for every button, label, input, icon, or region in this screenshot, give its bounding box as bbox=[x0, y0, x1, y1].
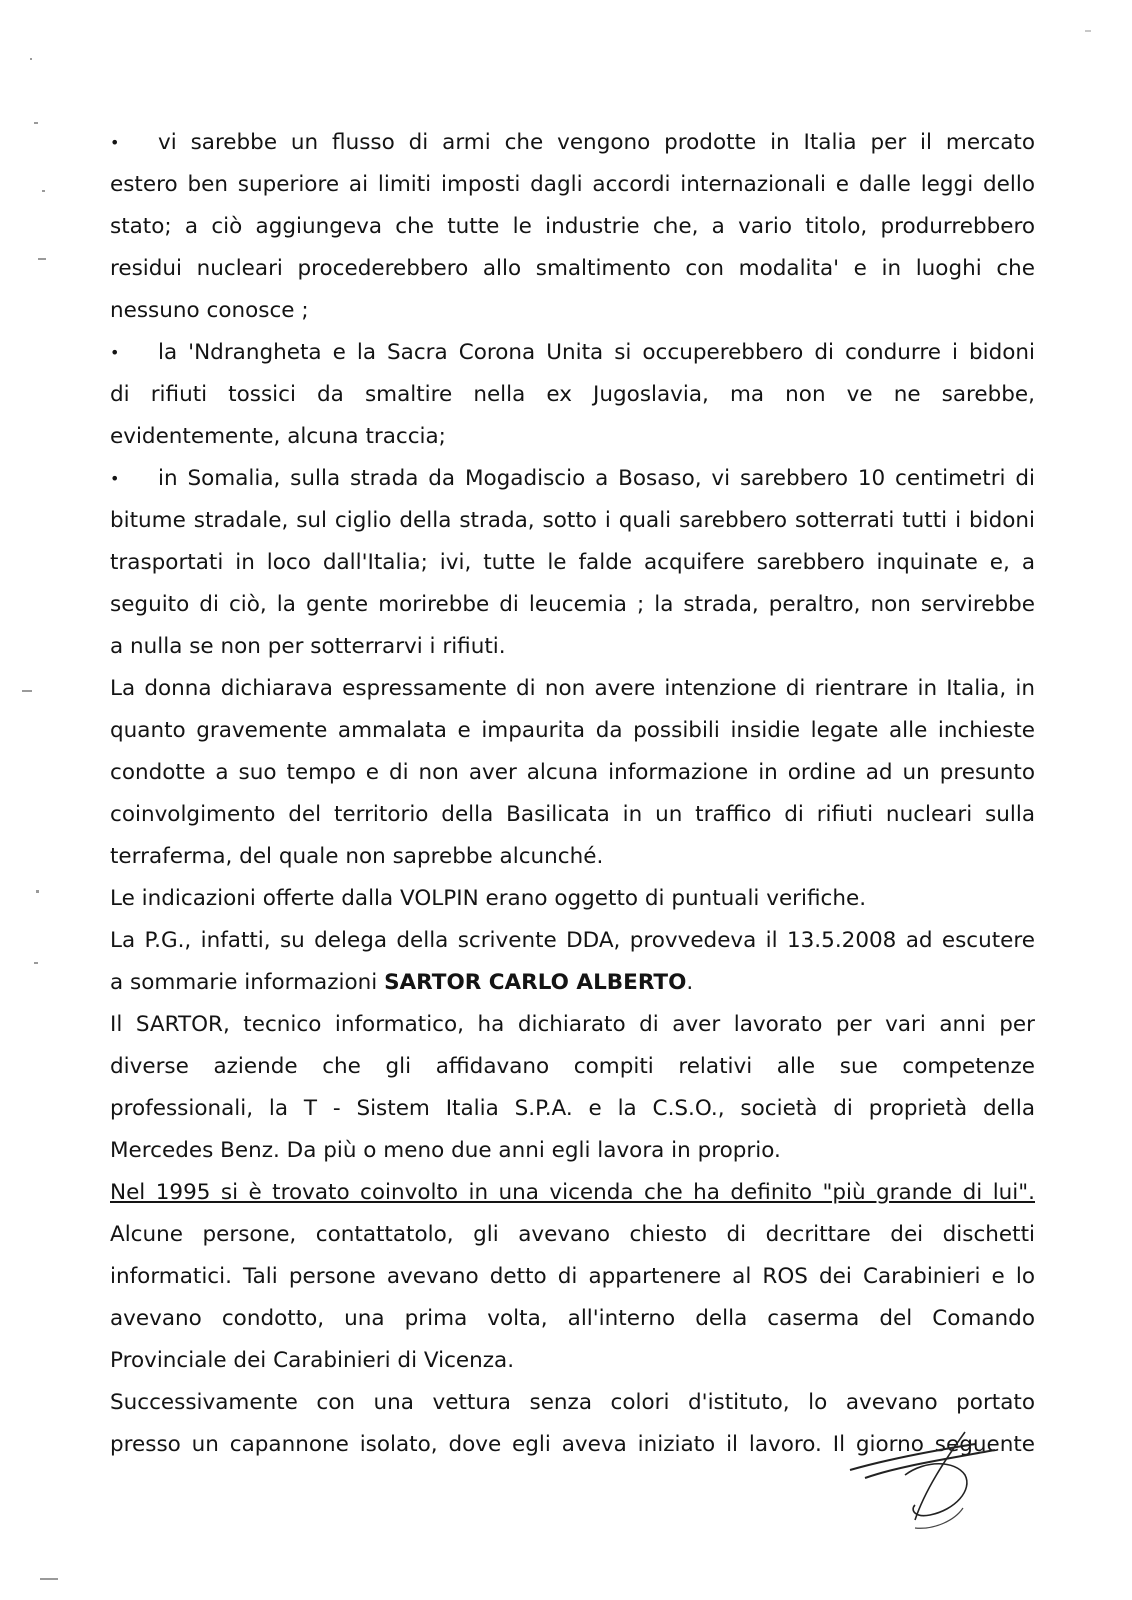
margin-mark bbox=[34, 962, 38, 964]
text-line: coinvolgimento del territorio della Basilicata in un traffico di rifiuti nucleari sulla bbox=[110, 802, 1035, 827]
text-line: Mercedes Benz. Da più o meno due anni egli lavora in proprio. bbox=[110, 1138, 781, 1163]
margin-mark bbox=[22, 690, 32, 692]
margin-mark bbox=[34, 122, 38, 124]
text-line: Il SARTOR, tecnico informatico, ha dichiarato di aver lavorato per vari anni per bbox=[110, 1012, 1035, 1037]
text-line: di rifiuti tossici da smaltire nella ex Jugoslavia, ma non ve ne sarebbe, bbox=[110, 382, 1035, 407]
text-line-underlined: Nel 1995 si è trovato coinvolto in una vicenda che ha definito "più grande di lui". bbox=[110, 1180, 1035, 1205]
line-text: a sommarie informazioni bbox=[110, 970, 385, 995]
text-line: trasportati in loco dall'Italia; ivi, tutte le falde acquifere sarebbero inquinate e, a bbox=[110, 550, 1035, 575]
text-line: informatici. Tali persone avevano detto di appartenere al ROS dei Carabinieri e lo bbox=[110, 1264, 1035, 1289]
text-line: La donna dichiarava espressamente di non avere intenzione di rientrare in Italia, in bbox=[110, 676, 1035, 701]
text-line: Alcune persone, contattatolo, gli avevano chiesto di decrittare dei dischetti bbox=[110, 1222, 1035, 1247]
text-line: seguito di ciò, la gente morirebbe di leucemia ; la strada, peraltro, non servirebbe bbox=[110, 592, 1035, 617]
text-line: Successivamente con una vettura senza colori d'istituto, lo avevano portato bbox=[110, 1390, 1035, 1415]
bullet-icon: • bbox=[110, 133, 120, 152]
bullet-icon: • bbox=[110, 343, 120, 362]
margin-mark bbox=[36, 890, 39, 893]
text-line: stato; a ciò aggiungeva che tutte le industrie che, a vario titolo, produrrebbero bbox=[110, 214, 1035, 239]
text-line: quanto gravemente ammalata e impaurita da possibili insidie legate alle inchieste bbox=[110, 718, 1035, 743]
text-line: a nulla se non per sotterrarvi i rifiuti. bbox=[110, 634, 506, 659]
bullet-icon: • bbox=[110, 469, 120, 488]
line-text: in Somalia, sulla strada da Mogadiscio a Bosaso, vi sarebbero 10 centimetri di bbox=[158, 466, 1035, 491]
text-line bbox=[110, 968, 1035, 998]
line-text: la 'Ndrangheta e la Sacra Corona Unita si occuperebbero di condurre i bidoni bbox=[158, 340, 1035, 365]
text-line: professionali, la T - Sistem Italia S.P.A. e la C.S.O., società di proprietà della bbox=[110, 1096, 1035, 1121]
text-line: Le indicazioni offerte dalla VOLPIN erano oggetto di puntuali verifiche. bbox=[110, 886, 867, 911]
text-line: condotte a suo tempo e di non aver alcuna informazione in ordine ad un presunto bbox=[110, 760, 1035, 785]
text-line bbox=[110, 338, 1035, 368]
text-line bbox=[110, 464, 1035, 494]
margin-mark bbox=[30, 58, 32, 60]
text-line: diverse aziende che gli affidavano compiti relativi alle sue competenze bbox=[110, 1054, 1035, 1079]
text-line: Provinciale dei Carabinieri di Vicenza. bbox=[110, 1348, 515, 1373]
signature-icon bbox=[845, 1430, 1005, 1540]
witness-name: SARTOR CARLO ALBERTO bbox=[384, 970, 687, 995]
text-line bbox=[110, 128, 1035, 158]
text-line: presso un capannone isolato, dove egli aveva iniziato il lavoro. Il giorno seguente bbox=[110, 1432, 1035, 1457]
margin-mark bbox=[1085, 30, 1091, 32]
margin-mark bbox=[42, 190, 45, 192]
text-line: evidentemente, alcuna traccia; bbox=[110, 424, 446, 449]
text-line: bitume stradale, sul ciglio della strada, sotto i quali sarebbero sotterrati tutti i bidoni bbox=[110, 508, 1035, 533]
text-line: nessuno conosce ; bbox=[110, 298, 309, 323]
text-line: terraferma, del quale non saprebbe alcunché. bbox=[110, 844, 604, 869]
line-text: . bbox=[686, 970, 694, 995]
text-line: La P.G., infatti, su delega della scrivente DDA, provvedeva il 13.5.2008 ad escutere bbox=[110, 928, 1035, 953]
text-line: avevano condotto, una prima volta, all'interno della caserma del Comando bbox=[110, 1306, 1035, 1331]
margin-mark bbox=[40, 1578, 58, 1580]
text-line: residui nucleari procederebbero allo smaltimento con modalita' e in luoghi che bbox=[110, 256, 1035, 281]
margin-mark bbox=[38, 258, 46, 260]
line-text: vi sarebbe un flusso di armi che vengono prodotte in Italia per il mercato bbox=[158, 130, 1035, 155]
text-line: estero ben superiore ai limiti imposti dagli accordi internazionali e dalle leggi dello bbox=[110, 172, 1035, 197]
